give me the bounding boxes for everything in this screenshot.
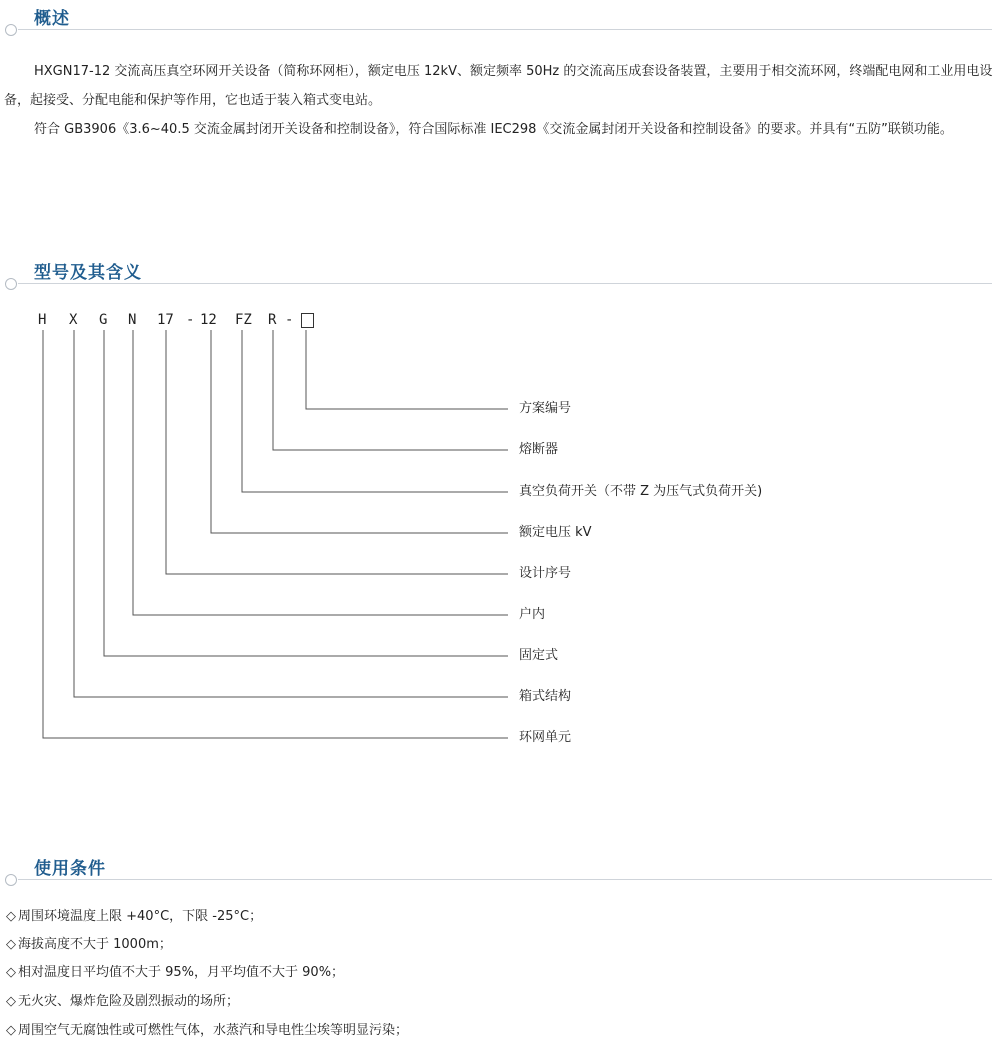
model-code-fz: FZ: [235, 312, 252, 328]
model-meaning-fixed: 固定式: [519, 648, 559, 663]
conditions-header: [0, 858, 1000, 886]
condition-item: [6, 908, 262, 926]
condition-text: 周围环境温度上限 +40°C，下限 -25°C；: [18, 909, 263, 924]
leader-line-scheme: [306, 330, 508, 409]
model-meaning-vacuum-switch: 真空负荷开关（不带 Z 为压气式负荷开关): [519, 484, 763, 499]
model-code-dash-2: -: [285, 312, 294, 328]
leader-line-rated-voltage: [211, 330, 508, 533]
model-meaning-design-serial: 设计序号: [519, 566, 572, 581]
condition-item: [6, 964, 344, 982]
model-meaning-indoor: 户内: [519, 607, 546, 622]
model-code-n: N: [128, 312, 137, 328]
diamond-bullet-icon: ◇: [6, 1023, 16, 1038]
model-code-r: R: [268, 312, 277, 328]
model-code-h: H: [38, 312, 47, 328]
leader-line-fuse: [273, 330, 508, 450]
model-meaning-ring-unit: 环网单元: [519, 730, 572, 745]
overview-title: 概述: [34, 9, 70, 29]
model-meaning-fuse: 熔断器: [519, 442, 559, 457]
leader-line-design-serial: [166, 330, 508, 574]
leader-line-indoor: [133, 330, 508, 615]
leader-line-ring-unit: [43, 330, 508, 738]
leader-line-box-structure: [74, 330, 508, 697]
conditions-title: 使用条件: [34, 859, 106, 879]
model-meaning-scheme: 方案编号: [519, 401, 572, 416]
model-meaning-rated-voltage: 额定电压 kV: [519, 525, 592, 540]
diamond-bullet-icon: ◇: [6, 937, 16, 952]
condition-item: [6, 936, 172, 954]
condition-text: 周围空气无腐蚀性或可燃性气体，水蒸汽和导电性尘埃等明显污染；: [18, 1023, 409, 1038]
model-code-x: X: [69, 312, 78, 328]
diamond-bullet-icon: ◇: [6, 965, 16, 980]
model-title: 型号及其含义: [34, 263, 142, 283]
model-code-17: 17: [157, 312, 174, 328]
circle-bullet-icon: [5, 874, 17, 886]
model-meaning-box-structure: 箱式结构: [519, 689, 572, 704]
condition-text: 海拔高度不大于 1000m；: [18, 937, 172, 952]
diamond-bullet-icon: ◇: [6, 909, 16, 924]
condition-text: 相对温度日平均值不大于 95%，月平均值不大于 90%；: [18, 965, 345, 980]
model-code-dash-1: -: [186, 312, 195, 328]
diamond-bullet-icon: ◇: [6, 994, 16, 1009]
divider: [18, 879, 992, 880]
overview-paragraph-1: HXGN17-12 交流高压真空环网开关设备（简称环网柜），额定电压 12kV、额定频率 50Hz 的交流高压成套设备装置，主要用于相交流环网，终端配电网和工业用电设备，起接受、分配电能和保护等作用，它也适于装入箱式变电站。: [4, 64, 993, 108]
leader-line-vacuum-switch: [242, 330, 508, 492]
condition-item: [6, 1022, 408, 1040]
model-code-12: 12: [200, 312, 217, 328]
overview-paragraph-2: 符合 GB3906《3.6~40.5 交流金属封闭开关设备和控制设备》，符合国际标准 IEC298《交流金属封闭开关设备和控制设备》的要求。并具有“五防”联锁功能。: [34, 122, 953, 137]
condition-item: [6, 993, 239, 1011]
model-code-g: G: [99, 312, 108, 328]
condition-text: 无火灾、爆炸危险及剧烈振动的场所；: [18, 994, 240, 1009]
